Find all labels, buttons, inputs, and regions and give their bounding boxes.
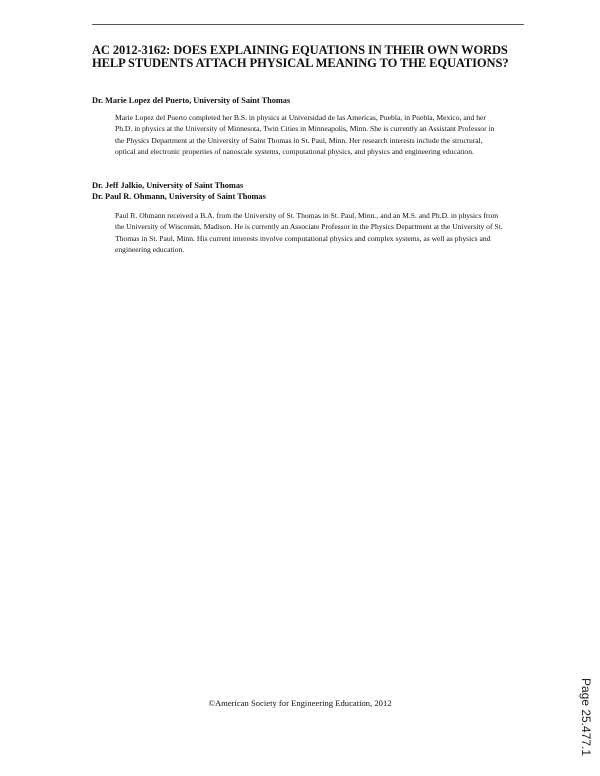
author-1-bio: Marie Lopez del Puerto completed her B.S. in physics at Universidad de las Americas, Puebla, in Puebla, Mexico, and her Ph.D. in physics at the University of Minnesota, Twin Cities in Minneapolis, Minn. She is currently an Assistant Professor in the Physics Department at the University of Saint Thomas in St. Paul, Minn. Her research interests include the structural, optical and electronic properties of nanoscale systems, computational physics, and physics and engineering education. — [115, 113, 495, 156]
copyright-footer: ©American Society for Engineering Education, 2012 — [208, 698, 392, 708]
title-line-1: AC 2012-3162: DOES EXPLAINING EQUATIONS IN THEIR OWN WORDS — [92, 43, 508, 57]
author-3: Dr. Paul R. Ohmann, University of Saint Thomas — [92, 192, 266, 201]
paper-title — [92, 44, 542, 70]
title-line-2: HELP STUDENTS ATTACH PHYSICAL MEANING TO THE EQUATIONS? — [92, 56, 509, 70]
top-rule — [92, 24, 524, 25]
author-2: Dr. Jeff Jalkio, University of Saint Thomas — [92, 181, 244, 190]
author-1: Dr. Marie Lopez del Puerto, University of Saint Thomas — [92, 96, 291, 105]
page-number-stamp: Page 25.477.1 — [579, 677, 593, 757]
author-3-bio: Paul R. Ohmann received a B.A. from the University of St. Thomas in St. Paul, Minn., and an M.S. and Ph.D. in physics from the University of Wisconsin, Madison. He is currently an Associate Professor in the Physics Department at the University of St. Thomas in St. Paul, Minn. His current interests involve computational physics and complex systems, as well as physics and engineering education. — [115, 211, 503, 254]
